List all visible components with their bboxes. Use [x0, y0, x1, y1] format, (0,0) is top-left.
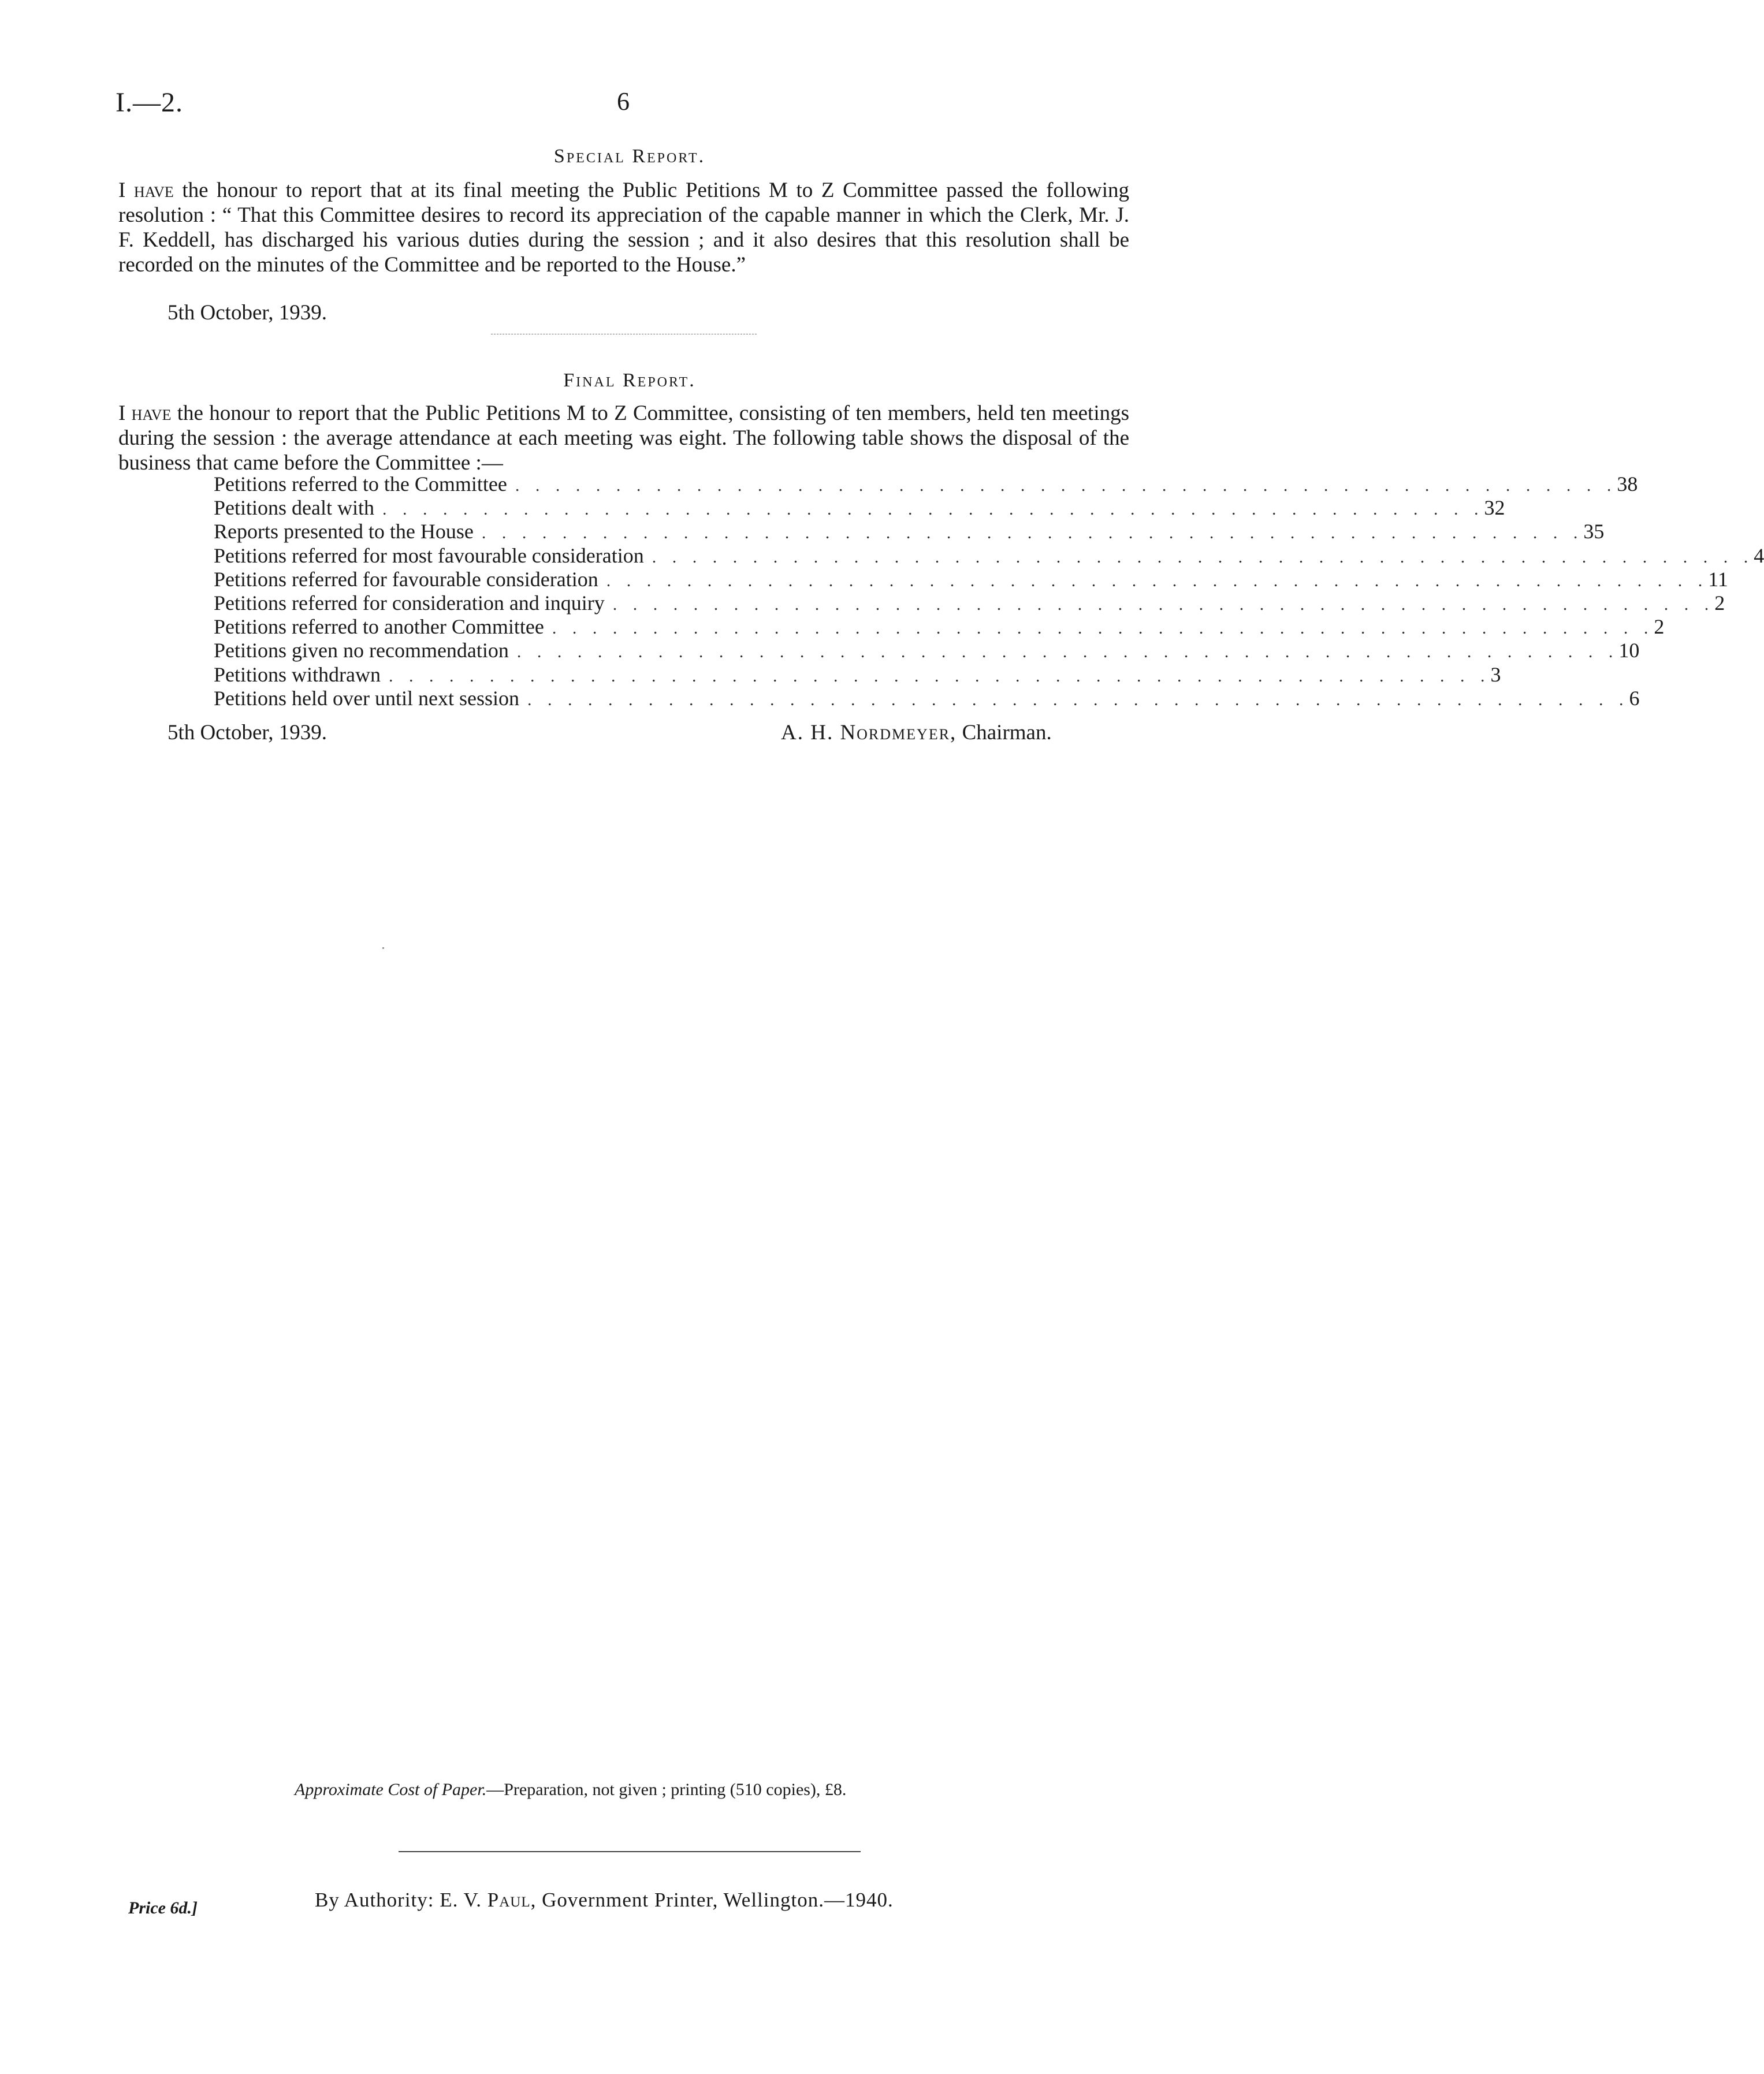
special-report-title: Special Report.: [553, 146, 706, 167]
leader-dots: . . . . . . . . . . . . . . . . . . . . . . . . . . . . . . . . . . . . . . . . . . . . . . . . . . . . . . .: [552, 619, 1654, 638]
leader-dots: . . . . . . . . . . . . . . . . . . . . . . . . . . . . . . . . . . . . . . . . . . . . . . . . . . . . . . .: [652, 547, 1754, 567]
cost-label: Approximate Cost of Paper.: [295, 1780, 487, 1799]
authority-prefix: By Authority: E. V.: [315, 1889, 487, 1911]
row-label: Petitions referred to another Committee: [214, 615, 544, 639]
table-row: [214, 615, 1665, 639]
leader-dots: . . . . . . . . . . . . . . . . . . . . . . . . . . . . . . . . . . . . . . . . . . . . . . . . . . . . . . .: [606, 571, 1709, 590]
cost-of-paper: [295, 1780, 846, 1800]
final-report-text: the honour to report that the Public Petitions M to Z Committee, consisting of ten members, held ten meetings during the session : the average attendance at each meeting was eight. The following table shows the disposal of the business that came before the Committee :—: [118, 401, 1130, 475]
row-label: Petitions referred for favourable consideration: [214, 567, 598, 591]
row-value: 4: [1754, 543, 1764, 567]
leader-dots: . . . . . . . . . . . . . . . . . . . . . . . . . . . . . . . . . . . . . . . . . . . . . . . . . . . . . . .: [382, 500, 1484, 519]
table-row: [214, 520, 1605, 543]
series-number: I.—2.: [116, 87, 183, 118]
authority-name: Paul,: [487, 1889, 537, 1911]
signatory-title: Chairman.: [957, 721, 1052, 744]
table-row: [214, 686, 1640, 710]
table-row: [214, 472, 1638, 496]
leader-dots: . . . . . . . . . . . . . . . . . . . . . . . . . . . . . . . . . . . . . . . . . . . . . . . . . . . . . . .: [612, 594, 1715, 614]
table-row: [214, 496, 1505, 520]
final-report-body: [118, 401, 1129, 475]
final-report-title: Final Report.: [563, 370, 696, 391]
signatory-name: A. H. Nordmeyer,: [781, 721, 957, 744]
row-value: 6: [1629, 686, 1640, 710]
final-report-lead: I have: [118, 401, 172, 425]
row-label: Petitions given no recommendation: [214, 639, 509, 662]
price-note: Price 6d.]: [128, 1898, 198, 1917]
table-row: [214, 567, 1728, 591]
row-label: Petitions dealt with: [214, 496, 374, 520]
row-label: Petitions referred for most favourable consideration: [214, 543, 644, 567]
leader-dots: . . . . . . . . . . . . . . . . . . . . . . . . . . . . . . . . . . . . . . . . . . . . . . . . . . . . . . .: [388, 666, 1491, 686]
leader-dots: . . . . . . . . . . . . . . . . . . . . . . . . . . . . . . . . . . . . . . . . . . . . . . . . . . . . . . .: [515, 476, 1617, 495]
table-row: [214, 591, 1725, 615]
final-report-date: 5th October, 1939.: [168, 721, 327, 744]
table-row: [214, 639, 1640, 662]
special-report-text: the honour to report that at its final meeting the Public Petitions M to Z Committee passed the following resolution : “ That this Committee desires to record its appreciation of the capable manner in which the Clerk, Mr. J. F. Keddell, has discharged his various duties during the session ; and it also desires that this resolution shall be recorded on the minutes of the Committee and be reported to the House.”: [118, 178, 1129, 277]
special-report-body: [118, 178, 1129, 277]
table-row: [214, 543, 1764, 568]
row-label: Petitions referred to the Committee: [214, 472, 507, 496]
row-label: Petitions withdrawn: [214, 662, 381, 686]
page-number: 6: [617, 87, 630, 116]
cost-text: —Preparation, not given ; printing (510 copies), £8.: [486, 1780, 847, 1799]
row-value: 2: [1654, 615, 1665, 639]
print-speck: [382, 947, 384, 949]
signature: [781, 720, 1052, 745]
disposal-table: [214, 472, 1764, 710]
authority-suffix: Government Printer, Wellington.—1940.: [536, 1889, 894, 1911]
special-report-lead: I have: [118, 178, 174, 202]
footer-rule: [399, 1851, 861, 1852]
row-value: 38: [1617, 472, 1638, 496]
row-label: Petitions referred for consideration and inquiry: [214, 591, 605, 615]
leader-dots: . . . . . . . . . . . . . . . . . . . . . . . . . . . . . . . . . . . . . . . . . . . . . . . . . . . . . . .: [516, 642, 1619, 662]
row-value: 35: [1583, 520, 1605, 543]
table-row: [214, 662, 1501, 687]
special-report-date: 5th October, 1939.: [168, 301, 327, 325]
row-value: 11: [1708, 567, 1728, 591]
row-label: Reports presented to the House: [214, 520, 474, 543]
row-value: 10: [1618, 639, 1640, 662]
authority-line: [315, 1889, 894, 1912]
row-value: 3: [1490, 662, 1501, 686]
leader-dots: . . . . . . . . . . . . . . . . . . . . . . . . . . . . . . . . . . . . . . . . . . . . . . . . . . . . . . .: [481, 523, 1584, 543]
row-label: Petitions held over until next session: [214, 686, 519, 710]
row-value: 32: [1484, 496, 1505, 520]
leader-dots: . . . . . . . . . . . . . . . . . . . . . . . . . . . . . . . . . . . . . . . . . . . . . . . . . . . . . . .: [527, 690, 1629, 709]
row-value: 2: [1714, 591, 1725, 615]
